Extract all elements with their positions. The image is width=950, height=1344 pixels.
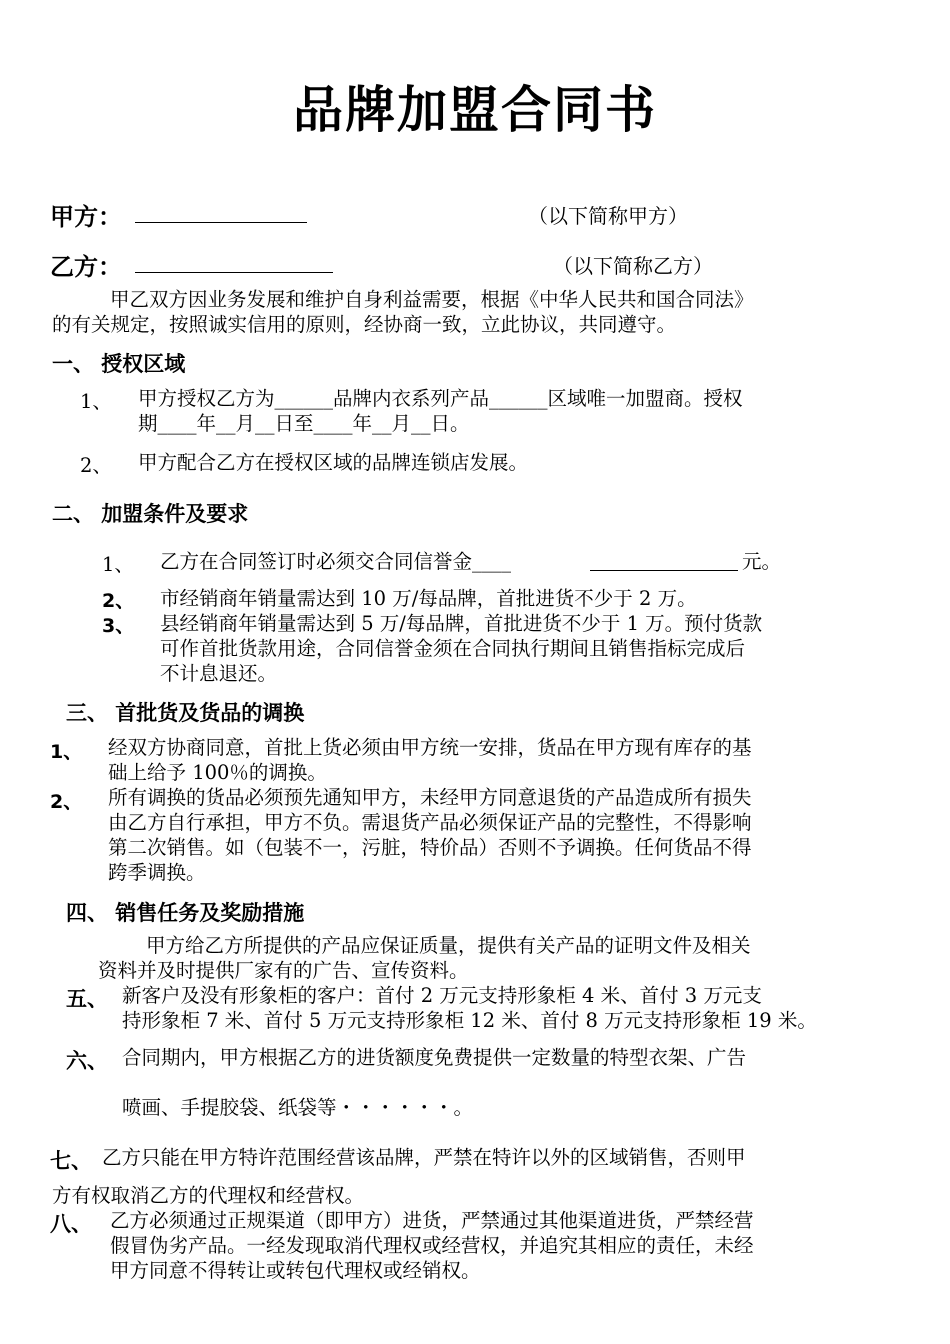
section-8-line-3: 甲方同意不得转让或转包代理权或经销权。 xyxy=(110,1259,481,1282)
section-1-heading: 一、 授权区域 xyxy=(52,352,186,376)
section-2-heading: 二、 加盟条件及要求 xyxy=(52,502,249,526)
preamble-line-2: 的有关规定，按照诚实信用的原则，经协商一致，立此协议，共同遵守。 xyxy=(52,313,677,336)
section-1-item-1-line-1: 甲方授权乙方为______品牌内衣系列产品______区域唯一加盟商。授权 xyxy=(138,387,743,410)
section-1-item-1-line-2: 期____年__月__日至____年__月__日。 xyxy=(138,412,470,435)
section-2-item-3-line-2: 可作首批货款用途，合同信誉金须在合同执行期间且销售指标完成后 xyxy=(160,637,746,660)
party-a-label: 甲方： xyxy=(50,203,122,231)
party-a-note: （以下简称甲方） xyxy=(528,204,688,228)
section-3-item-1-line-2: 础上给予 100％的调换。 xyxy=(108,761,327,784)
section-7-line-2: 方有权取消乙方的代理权和经营权。 xyxy=(52,1184,365,1207)
section-3-item-2-number: 2、 xyxy=(50,791,83,813)
party-b-blank xyxy=(135,272,333,273)
section-2-item-2-line-1: 市经销商年销量需达到 10 万/每品牌，首批进货不少于 2 万。 xyxy=(160,587,697,610)
section-2-item-3-line-1: 县经销商年销量需达到 5 万/每品牌，首批进货不少于 1 万。预付货款 xyxy=(160,612,763,635)
section-6-heading: 六、 xyxy=(66,1049,108,1073)
section-3-item-2-line-3: 第二次销售。如（包装不一，污脏，特价品）否则不予调换。任何货品不得 xyxy=(108,836,752,859)
section-8-line-1: 乙方必须通过正规渠道（即甲方）进货，严禁通过其他渠道进货，严禁经营 xyxy=(110,1209,754,1232)
section-3-item-1-number: 1、 xyxy=(50,741,83,763)
section-4-line-1: 甲方给乙方所提供的产品应保证质量，提供有关产品的证明文件及相关 xyxy=(146,934,751,957)
section-3-heading: 三、 首批货及货品的调换 xyxy=(66,701,305,725)
section-1-item-1-number: 1、 xyxy=(80,390,112,413)
section-3-item-2-line-1: 所有调换的货品必须预先通知甲方，未经甲方同意退货的产品造成所有损失 xyxy=(108,786,752,809)
party-b-note: （以下简称乙方） xyxy=(553,254,713,278)
section-2-item-2-number: 2、 xyxy=(102,590,135,612)
section-3-item-2-line-4: 跨季调换。 xyxy=(108,861,206,884)
section-6-line-1: 合同期内，甲方根据乙方的进货额度免费提供一定数量的特型衣架、广告 xyxy=(122,1046,747,1069)
section-2-item-1-line-1: 乙方在合同签订时必须交合同信誉金____ xyxy=(160,550,512,573)
party-a-blank xyxy=(135,222,307,223)
preamble-line-1: 甲乙双方因业务发展和维护自身利益需要，根据《中华人民共和国合同法》 xyxy=(110,288,754,311)
section-6-line-2: 喷画、手提胶袋、纸袋等・・・・・・。 xyxy=(122,1096,474,1119)
section-2-item-3-number: 3、 xyxy=(102,615,135,637)
section-8-line-2: 假冒伪劣产品。一经发现取消代理权或经营权，并追究其相应的责任，未经 xyxy=(110,1234,754,1257)
deposit-blank xyxy=(590,570,738,571)
section-2-item-3-line-3: 不计息退还。 xyxy=(160,662,278,685)
section-7-heading: 七、 xyxy=(50,1149,92,1173)
section-4-heading: 四、 销售任务及奖励措施 xyxy=(66,901,305,925)
section-5-line-2: 持形象柜 7 米、首付 5 万元支持形象柜 12 米、首付 8 万元支持形象柜 19 米。 xyxy=(122,1009,817,1032)
party-b-label: 乙方： xyxy=(50,253,122,281)
section-2-item-1-number: 1、 xyxy=(102,553,134,576)
section-5-line-1: 新客户及没有形象柜的客户：首付 2 万元支持形象柜 4 米、首付 3 万元支 xyxy=(122,984,762,1007)
section-3-item-1-line-1: 经双方协商同意，首批上货必须由甲方统一安排，货品在甲方现有库存的基 xyxy=(108,736,752,759)
page-title: 品牌加盟合同书 xyxy=(293,81,657,139)
section-2-item-1-line-2: 元。 xyxy=(742,550,782,573)
section-1-item-2-number: 2、 xyxy=(80,454,112,477)
section-7-line-1: 乙方只能在甲方特许范围经营该品牌，严禁在特许以外的区域销售，否则甲 xyxy=(102,1146,746,1169)
section-3-item-2-line-2: 由乙方自行承担，甲方不负。需退货产品必须保证产品的完整性，不得影响 xyxy=(108,811,752,834)
section-5-heading: 五、 xyxy=(66,987,108,1011)
section-8-heading: 八、 xyxy=(50,1212,92,1236)
section-4-line-2: 资料并及时提供厂家有的广告、宣传资料。 xyxy=(98,959,469,982)
section-1-item-2-line-1: 甲方配合乙方在授权区域的品牌连锁店发展。 xyxy=(138,451,529,474)
